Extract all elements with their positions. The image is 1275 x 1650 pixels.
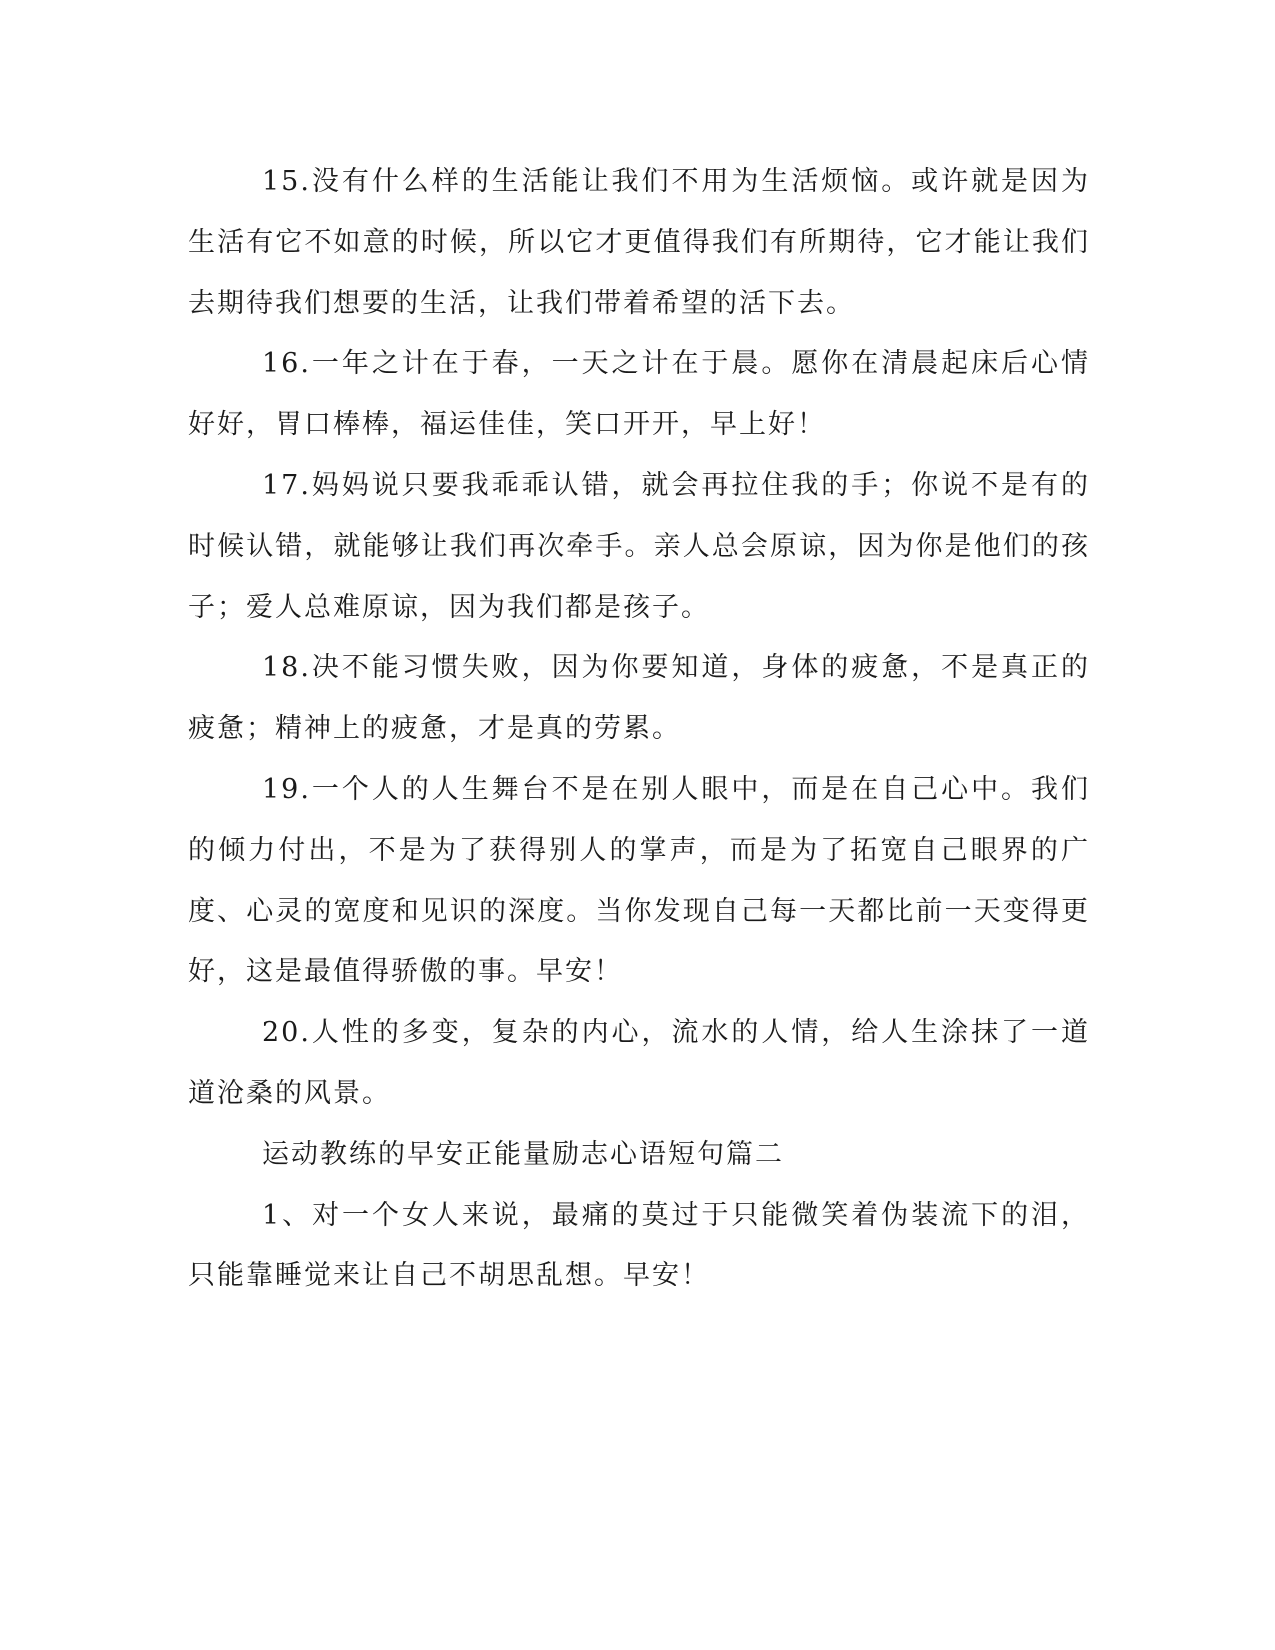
- paragraph-17: 17.妈妈说只要我乖乖认错，就会再拉住我的手；你说不是有的时候认错，就能够让我们再次牵手。亲人总会原谅，因为你是他们的孩子；爱人总难原谅，因为我们都是孩子。: [188, 469, 1090, 623]
- paragraph-1: 1、对一个女人来说，最痛的莫过于只能微笑着伪装流下的泪，只能靠睡觉来让自己不胡思乱想。早安！: [188, 1199, 1090, 1292]
- paragraph-15: 15.没有什么样的生活能让我们不用为生活烦恼。或许就是因为生活有它不如意的时候，所以它才更值得我们有所期待，它才能让我们去期待我们想要的生活，让我们带着希望的活下去。: [188, 166, 1090, 319]
- paragraph-16: 16.一年之计在于春，一天之计在于晨。愿你在清晨起床后心情好好，胃口棒棒，福运佳佳，笑口开开，早上好！: [188, 348, 1090, 441]
- paragraph-20: 20.人性的多变，复杂的内心，流水的人情，给人生涂抹了一道道沧桑的风景。: [188, 1017, 1090, 1109]
- section-heading: 运动教练的早安正能量励志心语短句篇二: [262, 1138, 784, 1170]
- paragraph-18: 18.决不能习惯失败，因为你要知道，身体的疲惫，不是真正的疲惫；精神上的疲惫，才是真的劳累。: [188, 652, 1090, 745]
- document-body: [188, 152, 1090, 1307]
- paragraph-19: 19.一个人的人生舞台不是在别人眼中，而是在自己心中。我们的倾力付出，不是为了获得别人的掌声，而是为了拓宽自己眼界的广度、心灵的宽度和见识的深度。当你发现自己每一天都比前一天变得更好，这是最值得骄傲的事。早安！: [188, 773, 1090, 988]
